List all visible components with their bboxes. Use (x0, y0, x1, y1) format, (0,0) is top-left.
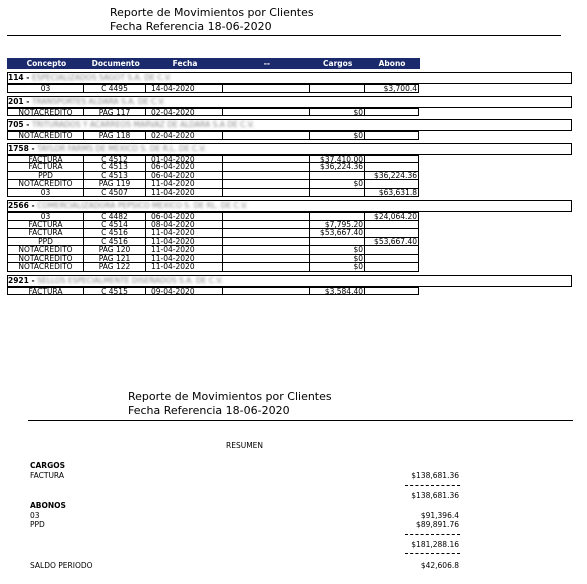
factura-label: FACTURA (30, 471, 64, 480)
table-cell: NOTACREDITO (7, 263, 84, 272)
table-cell: 11-04-2020 (146, 246, 223, 255)
table-cell: C 4512 (84, 155, 146, 164)
table-cell (365, 180, 419, 189)
table-cell: C 4513 (84, 163, 146, 172)
table-cell (365, 131, 419, 140)
table-row (7, 163, 420, 172)
table-cell: NOTACREDITO (7, 180, 84, 189)
table-cell (365, 108, 419, 117)
table-cell: $3,584.40 (310, 287, 365, 296)
subtotal-rule (405, 534, 460, 535)
table-row (7, 255, 420, 264)
table-cell: C 4516 (84, 238, 146, 247)
table-cell (223, 255, 310, 264)
report-title-2: Reporte de Movimientos por Clientes (128, 390, 332, 403)
table-cell: FACTURA (7, 155, 84, 164)
client-name: TRITURADOS Y ACARREOS MARVAZ DE ALDARA S.A DE C.V. (32, 120, 255, 129)
table-cell: C 4482 (84, 212, 146, 221)
table-cell (310, 189, 365, 198)
table-row (7, 180, 420, 189)
table-cell: NOTACREDITO (7, 255, 84, 264)
client-group-header (7, 96, 572, 108)
table-row (7, 229, 420, 238)
table-row (7, 189, 420, 198)
table-cell: PPD (7, 238, 84, 247)
table-cell (223, 189, 310, 198)
table-cell: $36,224.36 (310, 163, 365, 172)
table-cell (223, 172, 310, 181)
client-groups (7, 72, 420, 295)
table-cell (223, 246, 310, 255)
table-cell: C 4513 (84, 172, 146, 181)
client-group-header (7, 200, 572, 212)
table-cell (223, 212, 310, 221)
ppd-label: PPD (30, 520, 45, 529)
table-cell: $53,667.40 (365, 238, 419, 247)
table-cell (365, 155, 419, 164)
table-cell: 03 (7, 212, 84, 221)
table-cell: PPD (7, 172, 84, 181)
client-group-header (7, 275, 572, 287)
table-cell: 11-04-2020 (146, 255, 223, 264)
table-cell: 11-04-2020 (146, 229, 223, 238)
table-cell: $36,224.36 (365, 172, 419, 181)
col-header: Concepto (26, 59, 67, 68)
table-cell: 02-04-2020 (146, 108, 223, 117)
client-group-header (7, 143, 572, 155)
subtotal-rule (405, 553, 460, 554)
cargos-label: CARGOS (30, 461, 66, 470)
table-cell (223, 229, 310, 238)
table-cell (223, 180, 310, 189)
table-cell: NOTACREDITO (7, 131, 84, 140)
table-cell: $0 (310, 246, 365, 255)
table-cell: 01-04-2020 (146, 155, 223, 164)
table-cell: 11-04-2020 (146, 180, 223, 189)
table-row (7, 131, 420, 140)
table-cell: 11-04-2020 (146, 189, 223, 198)
table-cell: 03 (7, 189, 84, 198)
table-cell: NOTACREDITO (7, 108, 84, 117)
col-header: Abono (378, 59, 406, 68)
table-cell: 08-04-2020 (146, 221, 223, 230)
table-cell (223, 131, 310, 140)
table-cell: $3,700.4 (365, 84, 419, 93)
table-cell (310, 238, 365, 247)
table-cell: FACTURA (7, 221, 84, 230)
table-cell: 06-04-2020 (146, 212, 223, 221)
table-cell: $53,667.40 (310, 229, 365, 238)
col-header: Documento (91, 59, 140, 68)
table-cell (223, 263, 310, 272)
table-cell: $0 (310, 131, 365, 140)
table-cell: $37,410.00 (310, 155, 365, 164)
table-cell: 02-04-2020 (146, 131, 223, 140)
table-cell (365, 287, 419, 296)
table-cell (365, 255, 419, 264)
header-divider-2 (28, 420, 573, 421)
table-row (7, 287, 420, 296)
table-row (7, 263, 420, 272)
table-cell: NOTACREDITO (7, 246, 84, 255)
table-row (7, 84, 420, 93)
table-cell (365, 163, 419, 172)
saldo-label: SALDO PERIODO (30, 561, 93, 570)
client-code: 705 - (8, 120, 30, 129)
saldo-value: $42,606.8 (420, 561, 459, 570)
client-code: 114 - (8, 73, 30, 82)
table-cell: 03 (7, 84, 84, 93)
table-cell: 09-04-2020 (146, 287, 223, 296)
table-cell: FACTURA (7, 163, 84, 172)
table-cell (223, 108, 310, 117)
col-header: Fecha (172, 59, 198, 68)
client-code: 1758 - (8, 143, 35, 153)
table-cell (223, 238, 310, 247)
table-cell: 11-04-2020 (146, 238, 223, 247)
table-row (7, 212, 420, 221)
table-cell: $0 (310, 263, 365, 272)
table-cell: 11-04-2020 (146, 263, 223, 272)
report-date-2: Fecha Referencia 18-06-2020 (128, 404, 290, 417)
table-cell: $0 (310, 180, 365, 189)
client-name: TRANSPORTES ALDARA S.A. DE C.V. (32, 96, 166, 106)
summary-title: RESUMEN (226, 441, 264, 450)
table-cell (365, 221, 419, 230)
client-code: 201 - (8, 96, 30, 106)
table-cell: PAG 118 (84, 131, 146, 140)
table-cell (223, 221, 310, 230)
col-header: Cargos (323, 59, 353, 68)
ppd-value: $89,891.76 (416, 520, 459, 529)
client-name: ESPECIALIZADOS SAGOT S.A. DE C.V. (32, 73, 172, 82)
table-cell: 14-04-2020 (146, 84, 223, 93)
table-row (7, 221, 420, 230)
table-cell: $7,795.20 (310, 221, 365, 230)
table-cell (310, 212, 365, 221)
abono-03-value: $91,396.4 (420, 511, 459, 520)
factura-value: $138,681.36 (411, 471, 459, 480)
abono-03-label: 03 (30, 511, 40, 520)
table-cell (365, 263, 419, 272)
cargos-total: $138,681.36 (411, 491, 459, 500)
report-date: Fecha Referencia 18-06-2020 (110, 20, 272, 33)
table-row (7, 108, 420, 117)
table-cell (365, 246, 419, 255)
client-name: SELLOS ESPECIALMENTE DISEÑADOS S.A. DE C.V. (37, 275, 223, 285)
abonos-total: $181,288.16 (411, 540, 459, 549)
table-cell: C 4516 (84, 229, 146, 238)
header-divider (7, 35, 561, 36)
table-cell: PAG 119 (84, 180, 146, 189)
client-name: COMERCIALIZADORA PEPSICO MEXICO S. DE RL. DE C.V. (37, 201, 248, 210)
table-header (7, 58, 420, 69)
table-cell: FACTURA (7, 229, 84, 238)
table-cell (223, 287, 310, 296)
table-cell: $24,064.20 (365, 212, 419, 221)
table-cell (365, 229, 419, 238)
client-code: 2566 - (8, 201, 35, 210)
table-cell: $0 (310, 255, 365, 264)
table-row (7, 172, 420, 181)
table-cell: PAG 121 (84, 255, 146, 264)
movements-table (7, 58, 420, 295)
table-cell: C 4495 (84, 84, 146, 93)
table-cell: C 4514 (84, 221, 146, 230)
client-name: TAYLOR FARMS DE MEXICO S. DE R.L. DE C.V. (37, 143, 207, 153)
table-cell: PAG 120 (84, 246, 146, 255)
table-cell: FACTURA (7, 287, 84, 296)
subtotal-rule (405, 485, 460, 486)
table-cell (223, 163, 310, 172)
table-cell: C 4515 (84, 287, 146, 296)
table-row (7, 155, 420, 164)
table-row (7, 246, 420, 255)
abonos-label: ABONOS (30, 501, 66, 510)
table-cell: $0 (310, 108, 365, 117)
table-cell: PAG 122 (84, 263, 146, 272)
col-header: -- (263, 59, 270, 68)
table-cell: C 4507 (84, 189, 146, 198)
report-title: Reporte de Movimientos por Clientes (110, 6, 314, 19)
table-cell (310, 84, 365, 93)
table-cell: PAG 117 (84, 108, 146, 117)
table-cell: $63,631.8 (365, 189, 419, 198)
table-cell: 06-04-2020 (146, 163, 223, 172)
table-cell: 06-04-2020 (146, 172, 223, 181)
client-code: 2921 - (8, 275, 35, 285)
client-group-header (7, 72, 572, 84)
table-cell (223, 155, 310, 164)
table-row (7, 238, 420, 247)
table-cell (310, 172, 365, 181)
table-cell (223, 84, 310, 93)
client-group-header (7, 119, 572, 131)
